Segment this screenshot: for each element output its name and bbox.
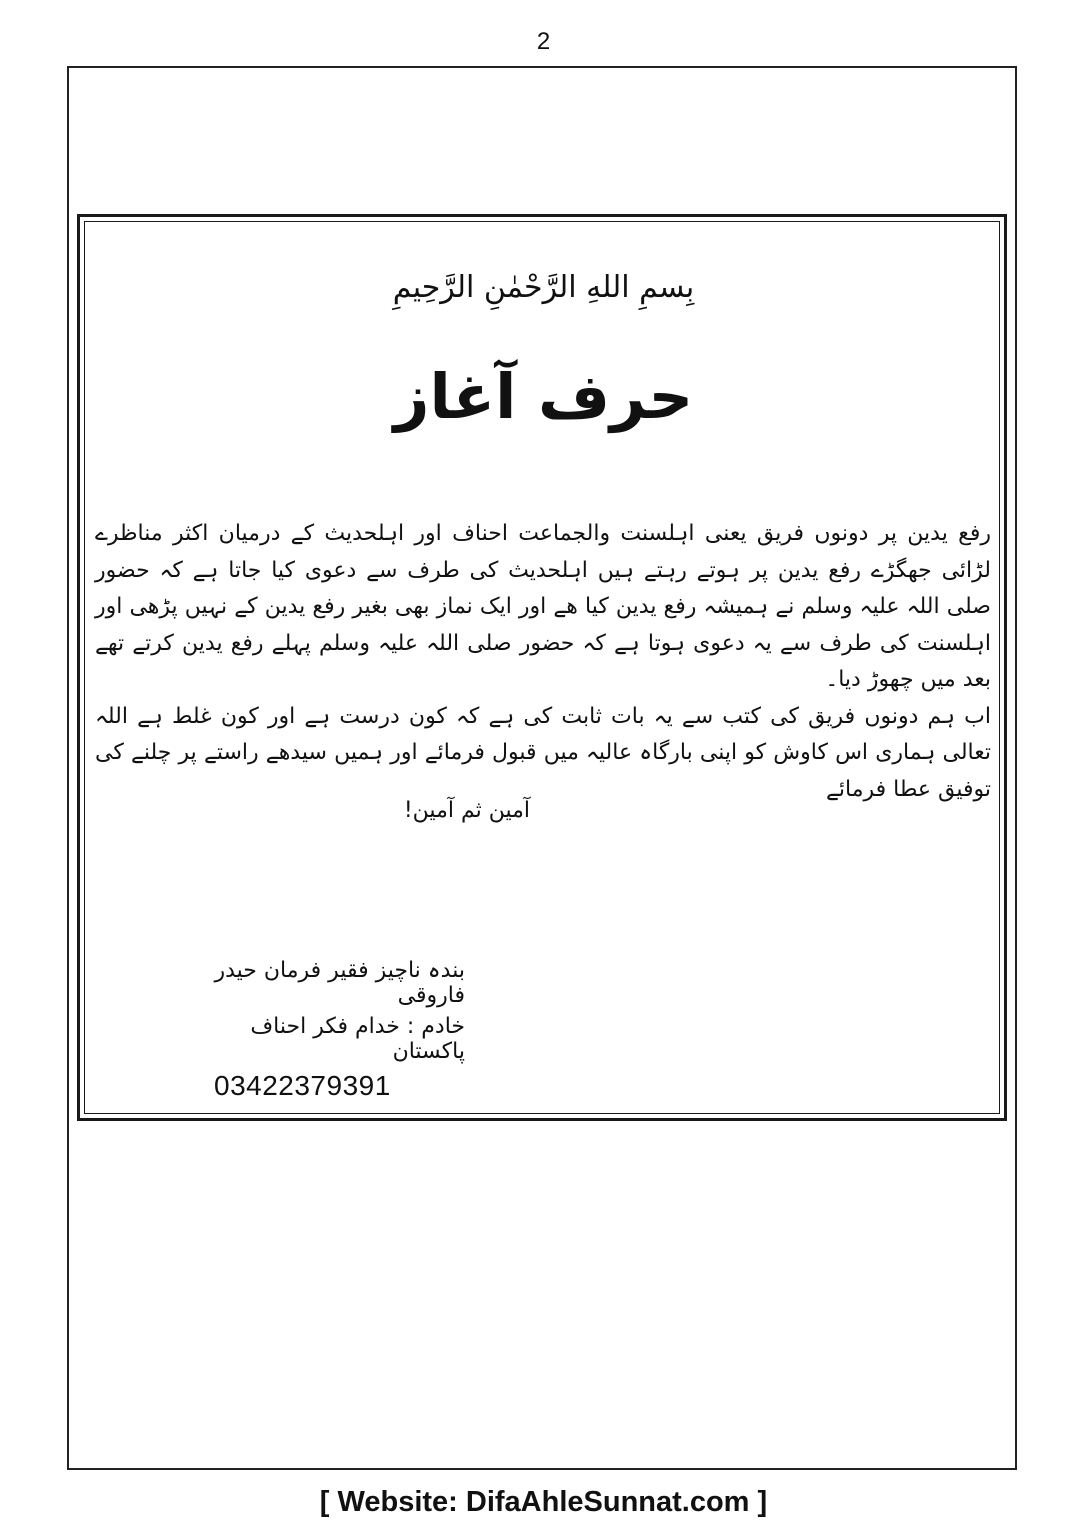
paragraph-1: رفع یدین پر دونوں فریق یعنی اہلسنت والجماعت احناف اور اہلحدیث کے درمیان اکثر مناظرے لڑائی جھگڑے رفع یدین پر ہوتے رہتے ہیں اہلحدیث کی طرف سے دعوی کیا جاتا ہے کہ حضور صلی اللہ علیہ وسلم نے ہمیشہ رفع یدین کیا ھے اور ایک نماز بھی بغیر رفع یدین کے نہیں پڑھی اور اہلسنت کی طرف سے یہ دعوی ہوتا ہے کہ حضور صلی اللہ علیہ وسلم پہلے رفع یدین کرتے تھے بعد میں چھوڑ دیا۔ [95,521,991,692]
phone-number: 03422379391 [214,1070,391,1101]
author-name: بندہ ناچیز فقیر فرمان حیدر فاروقی [214,958,465,1008]
author-organization: خادم : خدام فکر احناف پاکستان [250,1014,465,1064]
intro-body [95,516,991,808]
closing-prayer: آمین ثم آمین! [403,798,530,823]
paragraph-2: اب ہم دونوں فریق کی کتب سے یہ بات ثابت کی ہے کہ کون درست ہے اور کون غلط ہے اللہ تعالی ہماری اس کاوش کو اپنی بارگاہ عالیہ میں قبول فرمائے اور ہمیں سیدھے راستے پر چلنے کی توفیق عطا فرمائے [95,703,991,802]
page-title: حرف آغاز [393,360,694,433]
website-footer: [ Website: DifaAhleSunnat.com ] [319,1486,768,1518]
bismillah-heading: بِسمِ اللهِ الرَّحْمٰنِ الرَّحِیمِ [392,270,695,305]
page-number: 2 [536,28,551,55]
